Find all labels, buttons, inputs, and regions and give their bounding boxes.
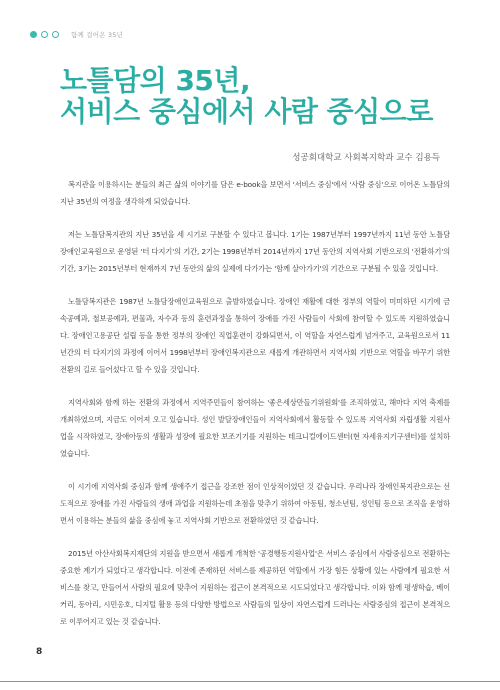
title-line-1: 노틀담의 35년, [60,64,251,97]
page-number: 8 [36,647,43,657]
title-line-2: 서비스 중심에서 사람 중심으로 [60,95,433,128]
outline-dot-icon [52,31,59,38]
section-label: 함께 걸어온 35년 [71,31,124,39]
paragraph-3: 노틀담복지관은 1987년 노틀담장애인교육원으로 출발하였습니다. 장애인 재활에 대한 정부의 역할이 미미하던 시기에 금속공예과, 철보공예과, 편물과, 자수과 등의 훈련과정을 통하여 장애를 가진 사람들이 사회에 참여할 수 있도록 지원하였습니다. 장애인고용공단 설립 등을 통한 정부의 장애인 직업훈련이 강화되면서, 이 역할을 자연스럽게 넘겨주고, 교육원으로서 11년간의 터 다지기의 과정에 이어서 1998년부터 장애인복지관으로 새롭게 개관하면서 지역사회 기반으로 역할을 바꾸기 위한 전환의 길로 들어섰다고 할 수 있을 것입니다. [60,297,450,374]
paragraph-1: 복지관을 이용하시는 분들의 최근 삶의 이야기를 담은 e-book을 보면서 '서비스 중심'에서 '사람 중심'으로 이어온 노틀담의 지난 35년의 여정을 생각하게 되었습니다. [60,180,450,206]
footer-rule [0,681,500,683]
paragraph-6: 2015년 아산사회복지재단의 지원을 받으면서 새롭게 개척한 '공경행동지원사업'은 서비스 중심에서 사람중심으로 전환하는 중요한 계기가 되었다고 생각합니다. 이전에 존재하던 서비스를 제공하던 역할에서 가장 힘든 상황에 있는 사람에게 필요한 서비스를 찾고, 만들어서 사람의 필요에 맞추어 지원하는 접근이 본격적으로 시도되었다고 생각합니다. 이와 함께 평생학습, 베이커리, 동아리, 시민옹호, 디지털 활용 등의 다양한 방법으로 사람들의 일상이 자연스럽게 드러나는 사람중심의 접근이 본격적으로 이루어지고 있는 것 같습니다. [60,549,450,626]
paragraph-2: 저는 노틀담복지관의 지난 35년을 세 시기로 구분할 수 있다고 봅니다. 1기는 1987년부터 1997년까지 11년 동안 노틀담장애인교육원으로 운영된 '터 다지기'의 기간, 2기는 1998년부터 2014년까지 17년 동안의 지역사회 기반으로의 '전환하기'의 기간, 3기는 2015년부터 현재까지 7년 동안의 삶의 실제에 다가가는 '함께 살아가기'의 기간으로 구분될 수 있을 것입니다. [60,230,450,273]
filled-dot-icon [30,31,37,38]
paragraph-4: 지역사회와 함께 하는 전환의 과정에서 지역주민들이 참여하는 '좋은세상만들기위원회'를 조직하였고, 해마다 지역 축제를 개최하였으며, 지금도 이어져 오고 있습니다. 성인 발달장애인들이 지역사회에서 활동할 수 있도록 지역사회 자립생활 지원사업을 시작하였고, 장애아동의 생활과 성장에 필요한 보조기기를 지원하는 테크니컬에이드센터(현 자세유지기구센터)를 설치하였습니다. [60,398,450,458]
section-header [30,30,123,39]
author-byline: 성공회대학교 사회복지학과 교수 김용득 [292,153,440,163]
article-body [60,176,450,646]
page-title [60,65,433,127]
outline-dot-icon [41,31,48,38]
paragraph-5: 이 시기에 지역사회 중심과 함께 생애주기 접근을 강조한 점이 인상적이었던 것 같습니다. 우리나라 장애인복지관으로는 선도적으로 장애를 가진 사람들의 생애 과업을 지원하는데 초점을 맞추기 위하여 아동팀, 청소년팀, 성인팀 등으로 조직을 운영하면서 이용하는 분들의 삶을 중심에 놓고 지역사회 기반으로 전환하였던 것 같습니다. [60,482,450,525]
